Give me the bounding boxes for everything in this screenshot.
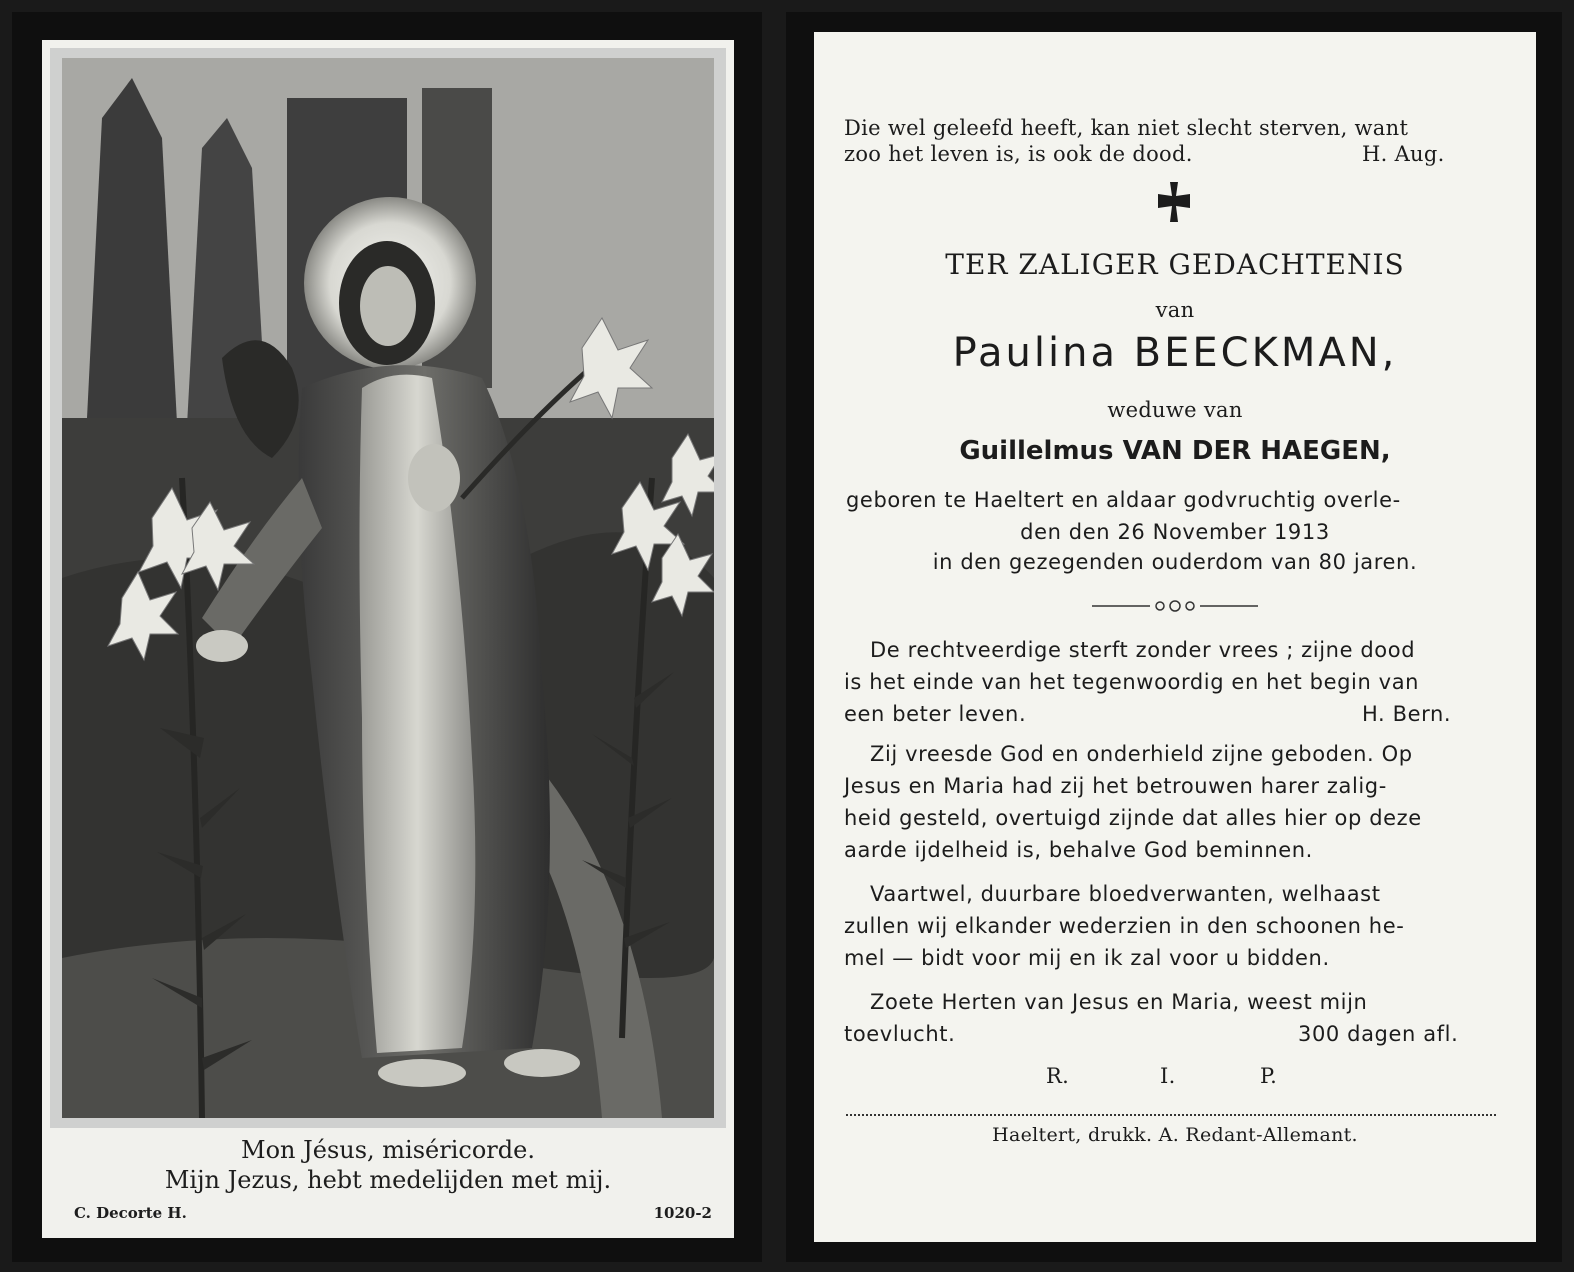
paragraph-3-line-2: toevlucht. bbox=[844, 1022, 956, 1046]
cross-icon bbox=[1150, 178, 1198, 226]
ornament-divider-icon bbox=[1092, 598, 1258, 614]
quote-augustine-source: H. Aug. bbox=[1362, 142, 1445, 166]
holy-card-front bbox=[42, 40, 734, 1238]
paragraph-2-line-3: mel — bidt voor mij en ik zal voor u bidden. bbox=[844, 946, 1330, 970]
van-label: van bbox=[1155, 298, 1195, 322]
paragraph-3-line-1: Zoete Herten van Jesus en Maria, weest mijn bbox=[870, 990, 1368, 1014]
paragraph-1-line-3: heid gesteld, overtuigd zijnde dat alles hier op deze bbox=[844, 806, 1422, 830]
right-card bbox=[786, 12, 1562, 1262]
quote-augustine-line-1: Die wel geleefd heeft, kan niet slecht sterven, want bbox=[844, 116, 1409, 140]
memorial-heading: TER ZALIGER GEDACHTENIS bbox=[945, 248, 1405, 281]
widow-of-label: weduwe van bbox=[1107, 398, 1243, 422]
publisher-credit: C. Decorte H. bbox=[74, 1204, 187, 1222]
printer-credit: Haeltert, drukk. A. Redant-Allemant. bbox=[992, 1124, 1358, 1146]
picture-frame bbox=[50, 48, 726, 1128]
devotional-picture bbox=[62, 58, 714, 1118]
bio-line-3: in den gezegenden ouderdom van 80 jaren. bbox=[932, 550, 1418, 574]
bio-line-1: geboren te Haeltert en aldaar godvruchtig overle- bbox=[846, 488, 1401, 512]
jesus-with-lilies-illustration bbox=[62, 58, 714, 1118]
quote-bernard-source: H. Bern. bbox=[1362, 702, 1452, 726]
memorial-text-panel bbox=[814, 32, 1536, 1242]
paragraph-2-line-1: Vaartwel, duurbare bloedverwanten, welhaast bbox=[870, 882, 1381, 906]
quote-bernard-line-1: De rechtveerdige sterft zonder vrees ; zijne dood bbox=[870, 638, 1416, 662]
paragraph-1-line-4: aarde ijdelheid is, behalve God beminnen. bbox=[844, 838, 1313, 862]
paragraph-2-line-2: zullen wij elkander wederzien in den schoonen he- bbox=[844, 914, 1405, 938]
card-code: 1020-2 bbox=[653, 1204, 712, 1222]
rip-r: R. bbox=[1046, 1064, 1070, 1088]
husband-name: Guillelmus VAN DER HAEGEN, bbox=[959, 436, 1391, 466]
quote-augustine-line-2: zoo het leven is, is ook de dood. bbox=[844, 142, 1193, 166]
quote-bernard-line-3: een beter leven. bbox=[844, 702, 1027, 726]
rip-i: I. bbox=[1160, 1064, 1176, 1088]
deceased-name: Paulina BEECKMAN, bbox=[952, 330, 1398, 376]
quote-bernard-line-2: is het einde van het tegenwoordig en het begin van bbox=[844, 670, 1420, 694]
dotted-divider bbox=[846, 1114, 1496, 1116]
caption-french: Mon Jésus, miséricorde. bbox=[241, 1136, 535, 1164]
paragraph-1-line-1: Zij vreesde God en onderhield zijne geboden. Op bbox=[870, 742, 1413, 766]
caption-dutch: Mijn Jezus, hebt medelijden met mij. bbox=[164, 1166, 612, 1194]
indulgence-note: 300 dagen afl. bbox=[1298, 1022, 1459, 1046]
paragraph-1-line-2: Jesus en Maria had zij het betrouwen harer zalig- bbox=[844, 774, 1387, 798]
bio-line-2: den den 26 November 1913 bbox=[1020, 520, 1330, 544]
left-card bbox=[12, 12, 762, 1262]
rip-p: P. bbox=[1260, 1064, 1278, 1088]
